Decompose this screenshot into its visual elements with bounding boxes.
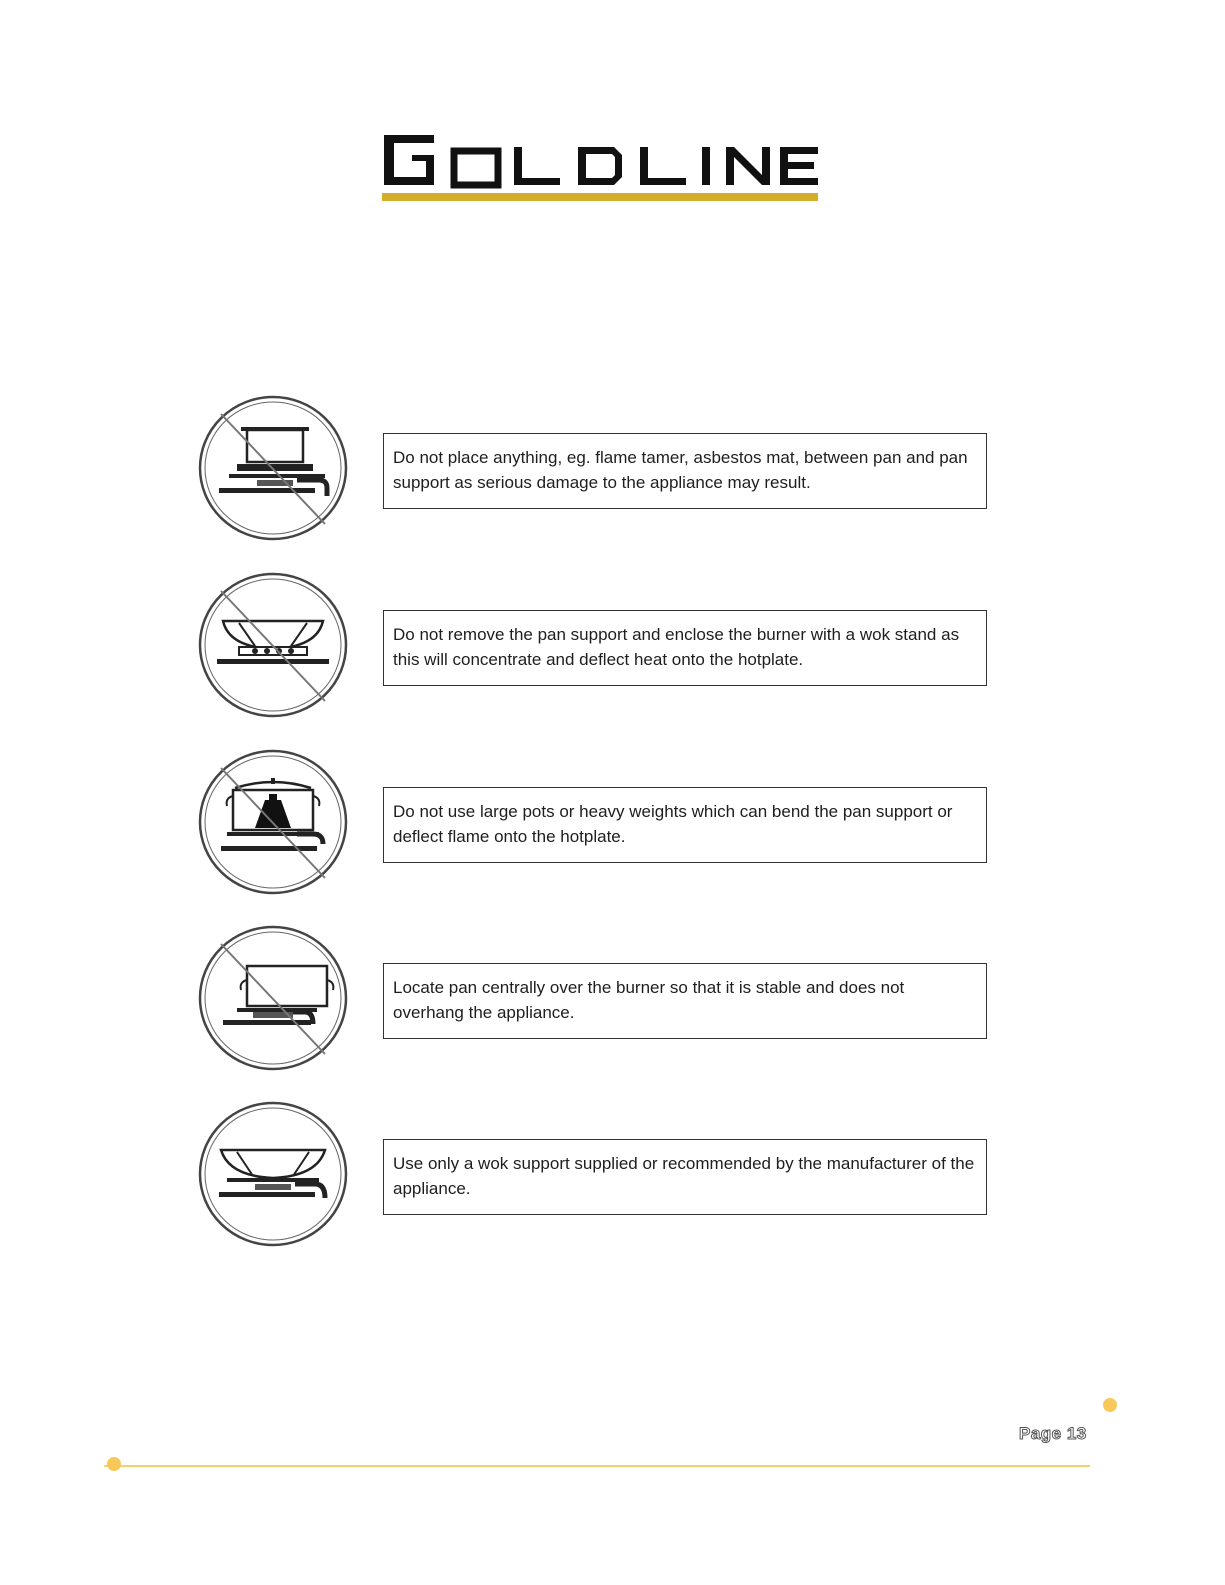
warning-row	[197, 748, 993, 898]
warning-text: Do not remove the pan support and enclose the burner with a wok stand as this will concentrate and deflect heat onto the hotplate.	[383, 610, 987, 686]
footer-dot-left	[107, 1457, 121, 1471]
warning-row	[197, 571, 993, 721]
warning-row	[197, 924, 993, 1074]
warning-text: Locate pan centrally over the burner so that it is stable and does not overhang the appliance.	[383, 963, 987, 1039]
no-heavy-weights-icon	[197, 748, 349, 898]
no-wok-stand-icon	[197, 571, 349, 721]
goldline-logo	[382, 131, 818, 203]
warning-text: Use only a wok support supplied or recommended by the manufacturer of the appliance.	[383, 1139, 987, 1215]
warning-text: Do not place anything, eg. flame tamer, asbestos mat, between pan and pan support as serious damage to the appliance may result.	[383, 433, 987, 509]
page-number: Page 13	[1019, 1424, 1087, 1443]
footer-dot-right	[1103, 1398, 1117, 1412]
no-overhang-icon	[197, 924, 349, 1074]
warning-row	[197, 1100, 993, 1250]
wok-support-icon	[197, 1100, 349, 1250]
warning-text: Do not use large pots or heavy weights which can bend the pan support or deflect flame onto the hotplate.	[383, 787, 987, 863]
no-flame-tamer-icon	[197, 394, 349, 544]
footer-divider	[104, 1465, 1090, 1467]
warning-row	[197, 394, 993, 544]
